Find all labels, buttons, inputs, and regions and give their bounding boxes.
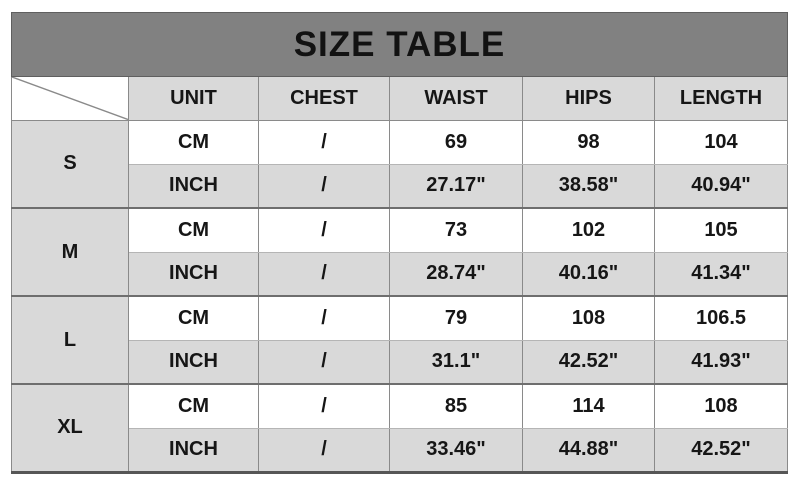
value-cell-length: 108 (655, 384, 788, 428)
value-cell-hips: 42.52" (523, 340, 655, 384)
page-title: SIZE TABLE (11, 12, 788, 77)
header-row (12, 77, 788, 120)
value-cell-waist: 79 (390, 296, 523, 340)
value-cell-hips: 44.88" (523, 428, 655, 472)
value-cell-length: 105 (655, 208, 788, 252)
unit-cell: INCH (129, 164, 259, 208)
value-cell-hips: 98 (523, 120, 655, 164)
value-cell-length: 104 (655, 120, 788, 164)
value-cell-hips: 108 (523, 296, 655, 340)
value-cell-length: 41.34" (655, 252, 788, 296)
header-cell-length: LENGTH (655, 77, 788, 120)
diagonal-line (12, 77, 128, 120)
table-row (12, 428, 788, 472)
value-cell-chest: / (259, 252, 390, 296)
table-row (12, 252, 788, 296)
value-cell-length: 41.93" (655, 340, 788, 384)
value-cell-waist: 27.17" (390, 164, 523, 208)
size-table-panel (11, 12, 788, 474)
table-row (12, 296, 788, 340)
value-cell-chest: / (259, 296, 390, 340)
unit-cell: INCH (129, 252, 259, 296)
value-cell-waist: 69 (390, 120, 523, 164)
header-cell-waist: WAIST (390, 77, 523, 120)
value-cell-hips: 38.58" (523, 164, 655, 208)
table-row (12, 340, 788, 384)
size-label-cell: S (12, 120, 129, 208)
unit-cell: INCH (129, 428, 259, 472)
value-cell-waist: 85 (390, 384, 523, 428)
corner-cell (12, 77, 129, 120)
size-table (11, 77, 788, 474)
value-cell-chest: / (259, 428, 390, 472)
value-cell-hips: 114 (523, 384, 655, 428)
unit-cell: CM (129, 208, 259, 252)
value-cell-hips: 40.16" (523, 252, 655, 296)
value-cell-hips: 102 (523, 208, 655, 252)
header-cell-hips: HIPS (523, 77, 655, 120)
table-row (12, 164, 788, 208)
header-cell-chest: CHEST (259, 77, 390, 120)
value-cell-waist: 73 (390, 208, 523, 252)
table-row (12, 208, 788, 252)
value-cell-waist: 31.1" (390, 340, 523, 384)
size-label-cell: M (12, 208, 129, 296)
value-cell-chest: / (259, 384, 390, 428)
value-cell-length: 106.5 (655, 296, 788, 340)
value-cell-length: 40.94" (655, 164, 788, 208)
value-cell-chest: / (259, 208, 390, 252)
unit-cell: CM (129, 120, 259, 164)
value-cell-length: 42.52" (655, 428, 788, 472)
value-cell-chest: / (259, 340, 390, 384)
unit-cell: CM (129, 296, 259, 340)
value-cell-waist: 28.74" (390, 252, 523, 296)
table-row (12, 120, 788, 164)
table-row (12, 384, 788, 428)
value-cell-waist: 33.46" (390, 428, 523, 472)
size-label-cell: XL (12, 384, 129, 472)
value-cell-chest: / (259, 164, 390, 208)
size-label-cell: L (12, 296, 129, 384)
value-cell-chest: / (259, 120, 390, 164)
header-cell-unit: UNIT (129, 77, 259, 120)
unit-cell: CM (129, 384, 259, 428)
unit-cell: INCH (129, 340, 259, 384)
